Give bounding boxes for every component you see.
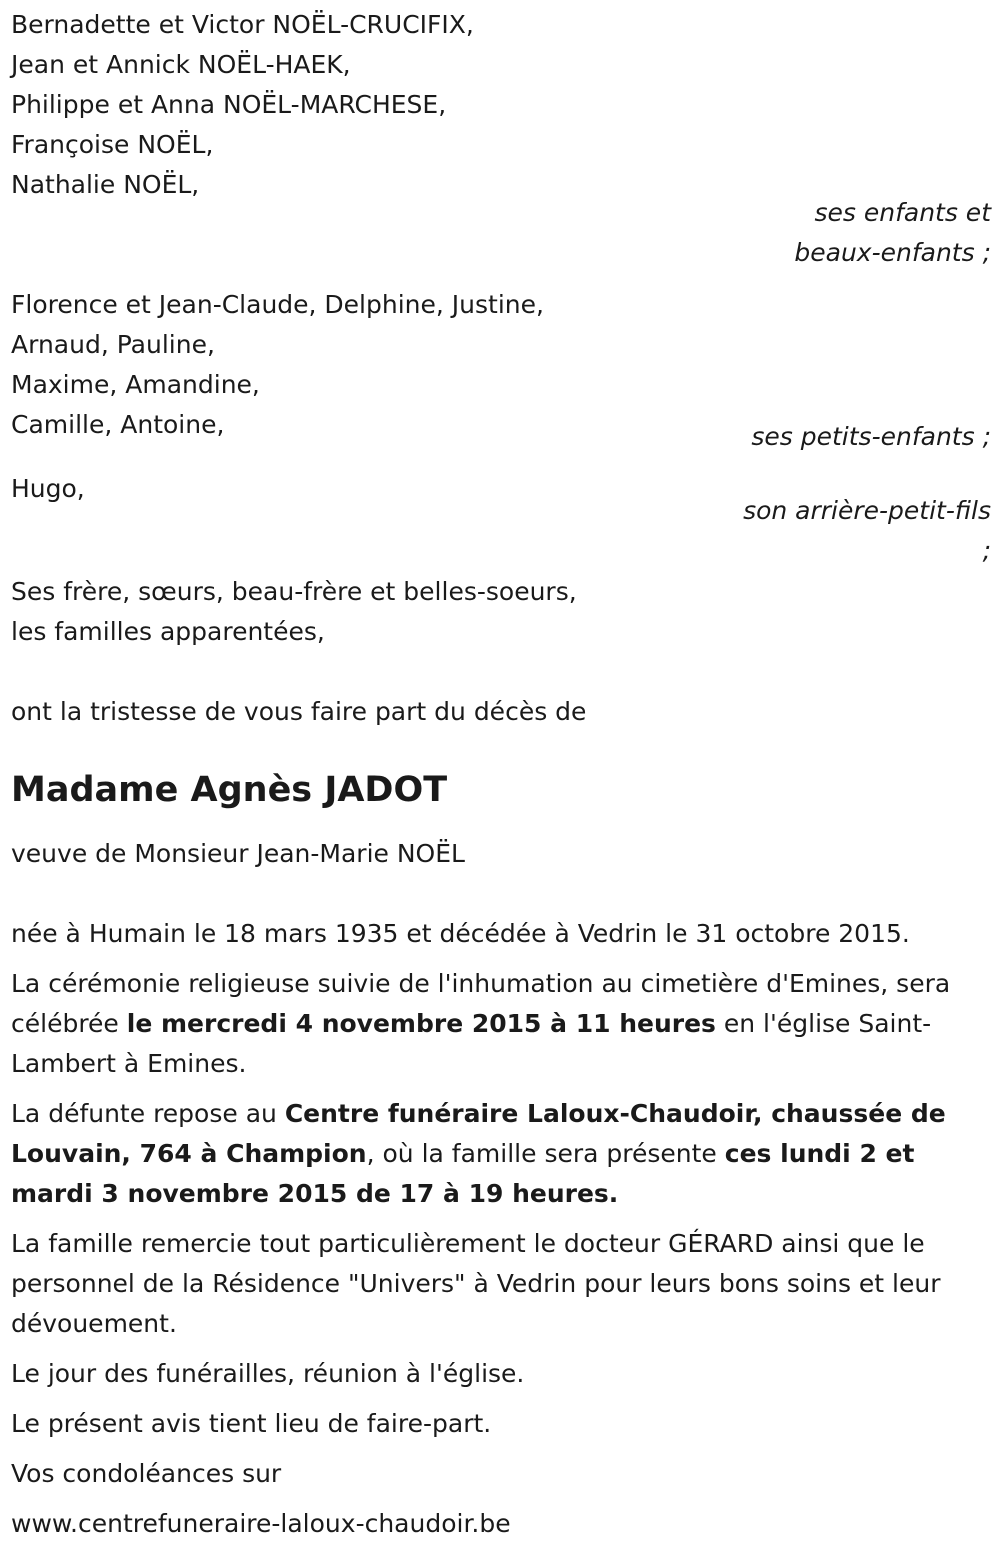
notice: Le présent avis tient lieu de faire-part. [11,1409,492,1438]
great-grandchild-role-line1: son arrière-petit-fils [743,496,991,525]
great-grandchild-block [11,469,991,565]
great-grandchild-name: Hugo, [11,474,85,503]
siblings-block [11,572,991,652]
child-name: Jean et Annick NOËL-HAEK, [11,50,351,79]
widow-of: veuve de Monsieur Jean-Marie NOËL [11,839,465,868]
child-name: Philippe et Anna NOËL-MARCHESE, [11,90,447,119]
families-line: les familles apparentées, [11,617,325,646]
grandchildren-block [11,285,991,451]
ceremony-paragraph: La cérémonie religieuse suivie de l'inhumation au cimetière d'Emines, sera célébrée le mercredi 4 novembre 2015 à 11 heures en l'église Saint-Lambert à Emines. [11,969,951,1078]
child-name: Nathalie NOËL, [11,170,200,199]
child-name: Bernadette et Victor NOËL-CRUCIFIX, [11,10,474,39]
grandchildren-role: ses petits-enfants ; [751,422,991,451]
repose-paragraph: La défunte repose au Centre funéraire Laloux-Chaudoir, chaussée de Louvain, 764 à Champion, où la famille sera présente ces lundi 2 et mardi 3 novembre 2015 de 17 à 19 heures. [11,1099,946,1208]
obituary-notice [11,5,991,1544]
great-grandchild-role-line2: ; [982,536,991,565]
child-name: Françoise NOËL, [11,130,214,159]
funeral-day: Le jour des funérailles, réunion à l'église. [11,1359,525,1388]
siblings-line: Ses frère, sœurs, beau-frère et belles-soeurs, [11,577,577,606]
visiting-hours: ces lundi 2 et mardi 3 novembre 2015 de 17 à 19 heures. [11,1139,915,1208]
website-link[interactable]: www.centrefuneraire-laloux-chaudoir.be [11,1509,511,1538]
funeral-center: Centre funéraire Laloux-Chaudoir, chaussée de Louvain, 764 à Champion [11,1099,946,1168]
grandchild-name: Maxime, Amandine, [11,370,260,399]
grandchild-name: Florence et Jean-Claude, Delphine, Justine, [11,290,544,319]
birth-death: née à Humain le 18 mars 1935 et décédée à Vedrin le 31 octobre 2015. [11,919,910,948]
ceremony-date: le mercredi 4 novembre 2015 à 11 heures [126,1009,716,1038]
grandchild-name: Camille, Antoine, [11,410,225,439]
children-block [11,5,991,267]
deceased-name: Madame Agnès JADOT [11,770,448,810]
announcement: ont la tristesse de vous faire part du décès de [11,697,587,726]
condolences-label: Vos condoléances sur [11,1459,282,1488]
thanks-paragraph: La famille remercie tout particulièrement le docteur GÉRARD ainsi que le personnel de la Résidence "Univers" à Vedrin pour leurs bons soins et leur dévouement. [11,1229,941,1338]
children-role-line1: ses enfants et [814,198,991,227]
grandchild-name: Arnaud, Pauline, [11,330,215,359]
children-role-line2: beaux-enfants ; [794,238,991,267]
